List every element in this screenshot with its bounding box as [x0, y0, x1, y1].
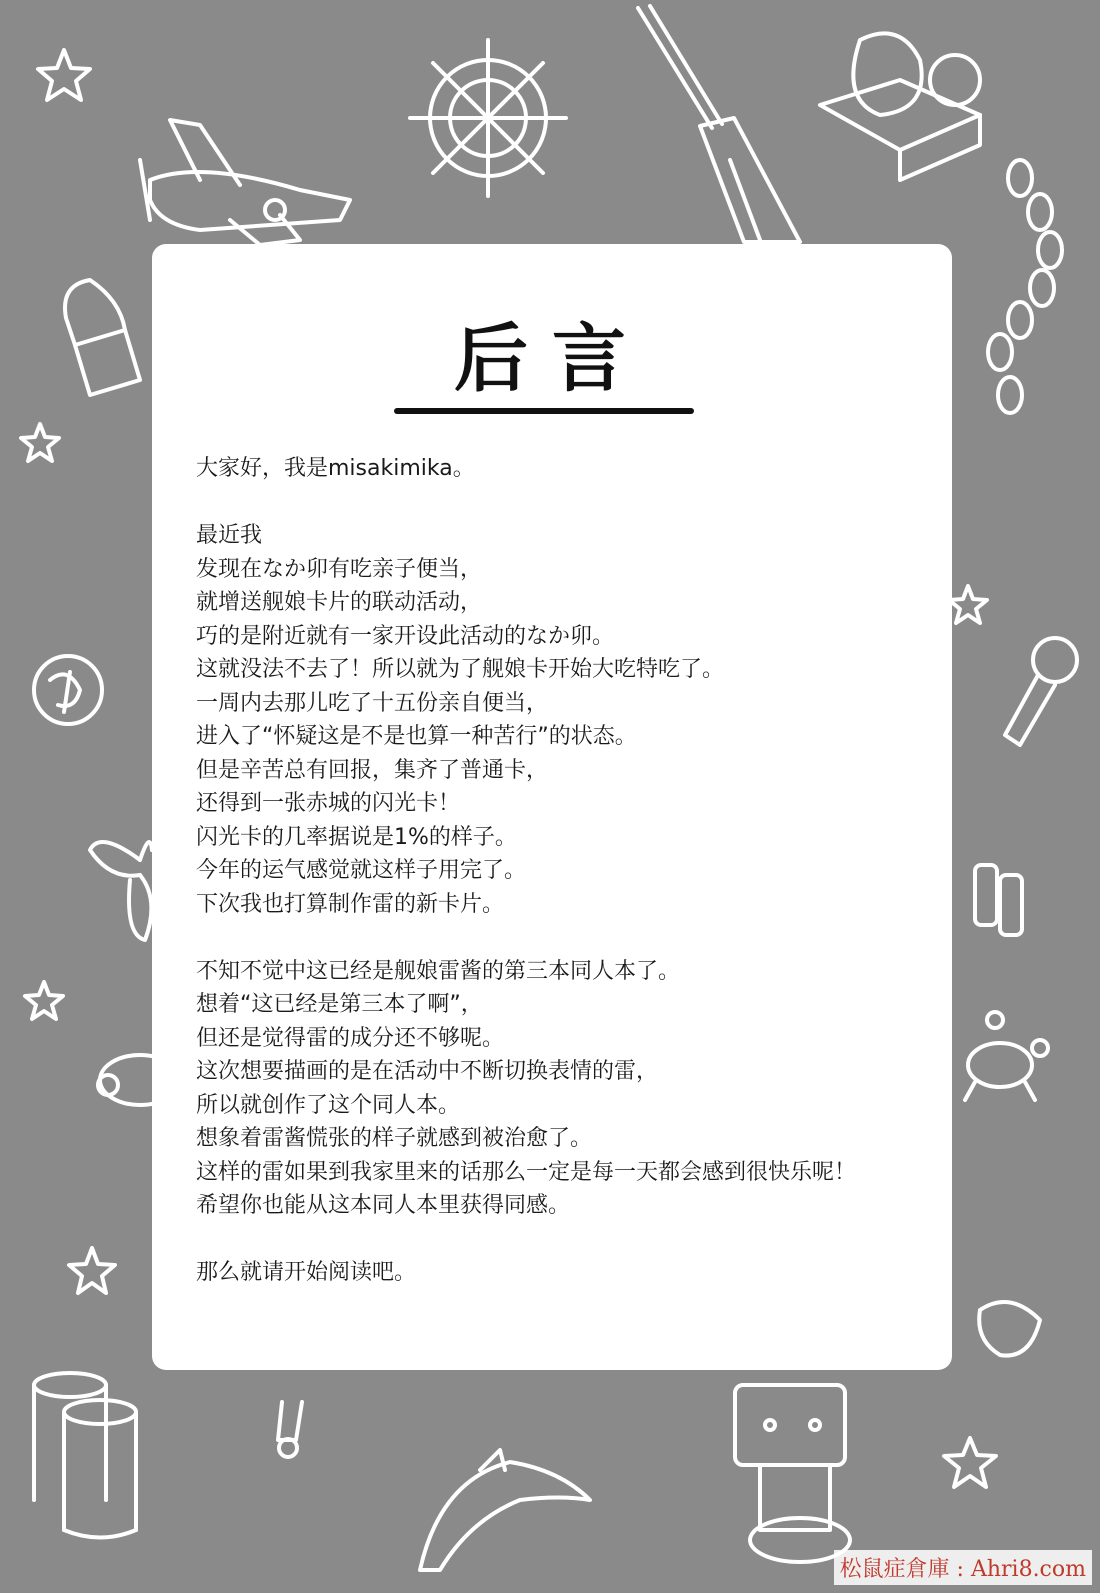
shuttlecock-icon: [278, 1402, 302, 1457]
ice-cream-icon: [65, 280, 140, 395]
text-line: 那么就请开始阅读吧。: [196, 1260, 417, 1285]
afterword-card: [152, 244, 952, 1370]
text-line: 闪光卡的几率据说是1%的样子。: [196, 824, 517, 850]
star-icon: [25, 982, 63, 1019]
microphone-icon: [1005, 638, 1077, 745]
star-icon: [38, 50, 90, 100]
crab-icon: [965, 1012, 1048, 1100]
text-line: 发现在なか卯有吃亲子便当，: [196, 556, 483, 582]
watermark: 松鼠症倉庫 : Ahri8.com: [834, 1550, 1092, 1585]
lipstick-icon: [975, 865, 1022, 935]
text-line: 所以就创作了这个同人本。: [196, 1092, 461, 1118]
star-icon: [944, 1438, 996, 1487]
text-line: 还得到一张赤城的闪光卡！: [196, 791, 461, 816]
text-line: 最近我: [196, 523, 263, 548]
paragraph-gap: [196, 1223, 936, 1257]
paragraph-gap: [196, 486, 936, 520]
text-line: 就增送舰娘卡片的联动活动，: [196, 590, 483, 615]
box-creature-icon: [820, 33, 980, 180]
text-line: 希望你也能从这本同人本里获得同感。: [196, 1193, 571, 1218]
text-line: 这次想要描画的是在活动中不断切换表情的雷，: [196, 1059, 659, 1084]
robot-icon: [735, 1385, 850, 1562]
text-line: 但还是觉得雷的成分还不够呢。: [196, 1025, 505, 1051]
text-line: 一周内去那儿吃了十五份亲自便当，: [196, 690, 549, 716]
star-icon: [21, 424, 59, 461]
text-line: 今年的运气感觉就这样子用完了。: [196, 858, 527, 883]
afterword-body: [196, 452, 936, 1290]
text-line: 这样的雷如果到我家里来的话那么一定是每一天都会感到很快乐呢！: [196, 1159, 857, 1185]
text-line: 不知不觉中这已经是舰娘雷酱的第三本同人本了。: [196, 958, 681, 984]
text-line: 下次我也打算制作雷的新卡片。: [196, 891, 505, 917]
title-underline: [394, 408, 694, 414]
text-line: 想着“这已经是第三本了啊”，: [196, 992, 483, 1017]
shell-icon: [979, 1302, 1040, 1356]
text-line: 但是辛苦总有回报，集齐了普通卡，: [196, 757, 549, 783]
star-icon: [949, 586, 987, 623]
text-line: 进入了“怀疑这是不是也算一种苦行”的状态。: [196, 724, 637, 749]
page-title: 后言: [454, 316, 650, 402]
dolphin-icon: [420, 1450, 590, 1570]
text-line: 这就没法不去了！所以就为了舰娘卡开始大吃特吃了。: [196, 657, 725, 682]
text-line: 大家好，我是misakimika。: [196, 456, 475, 481]
text-line: 想象着雷酱慌张的样子就感到被治愈了。: [196, 1126, 593, 1151]
text-line: 巧的是附近就有一家开设此活动的なか卯。: [196, 623, 615, 649]
broom-icon: [638, 6, 800, 242]
ship-wheel-icon: [410, 40, 566, 196]
chain-icon: [988, 160, 1062, 413]
propeller-icon: [90, 842, 152, 940]
paragraph-gap: [196, 921, 936, 955]
yu-badge-icon: [34, 656, 102, 724]
oil-drum-icon: [34, 1373, 136, 1538]
airplane-icon: [140, 120, 350, 245]
star-icon: [69, 1248, 115, 1293]
